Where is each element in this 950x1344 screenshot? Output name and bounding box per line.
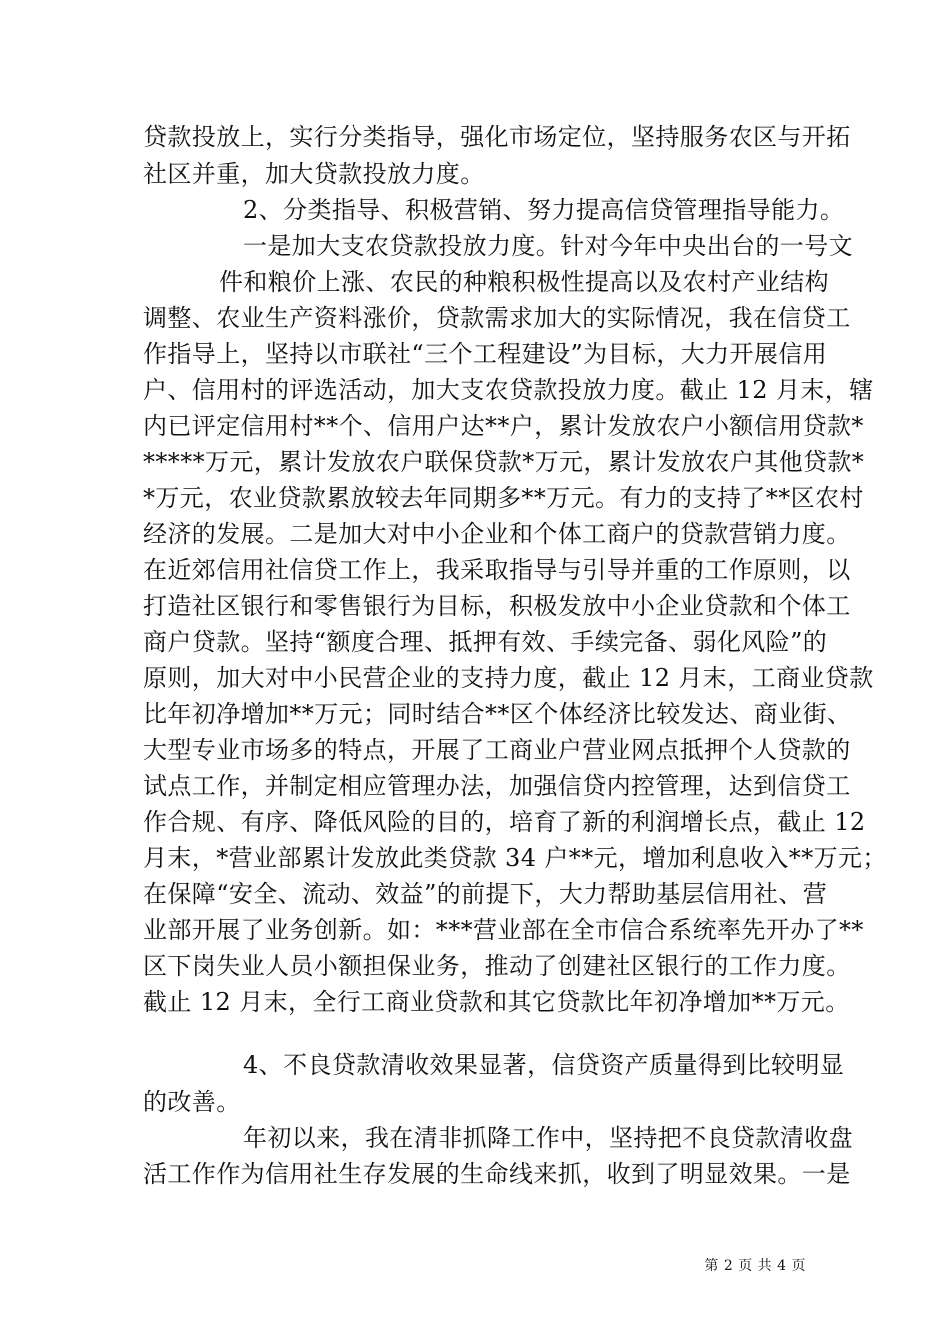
- page-number: 第 2 页 共 4 页: [704, 1258, 806, 1274]
- paragraph-line: 截止 12 月末，全行工商业贷款和其它贷款比年初净增加**万元。: [143, 988, 850, 1016]
- paragraph-line: 内已评定信用村**个、信用户达**户，累计发放农户小额信用贷款*: [143, 412, 864, 440]
- section-heading-4: 4、不良贷款清收效果显著，信贷资产质量得到比较明显: [243, 1051, 845, 1079]
- paragraph-line: 户、信用村的评选活动，加大支农贷款投放力度。截止 12 月末，辖: [143, 376, 874, 404]
- paragraph-line: 件和粮价上涨、农民的种粮积极性提高以及农村产业结构: [219, 268, 829, 296]
- paragraph-line: 在保障“安全、流动、效益”的前提下，大力帮助基层信用社、营: [143, 880, 828, 908]
- paragraph-line: 社区并重，加大贷款投放力度。: [143, 160, 485, 188]
- paragraph-line: 在近郊信用社信贷工作上，我采取指导与引导并重的工作原则，以: [143, 556, 851, 584]
- paragraph-line: 年初以来，我在清非抓降工作中，坚持把不良贷款清收盘: [243, 1124, 853, 1152]
- paragraph-line: 比年初净增加**万元；同时结合**区个体经济比较发达、商业街、: [143, 700, 852, 728]
- paragraph-line: 业部开展了业务创新。如：***营业部在全市信合系统率先开办了**: [143, 916, 864, 944]
- paragraph-line: 一是加大支农贷款投放力度。针对今年中央出台的一号文: [243, 232, 853, 260]
- paragraph-line: 作合规、有序、降低风险的目的，培育了新的利润增长点，截止 12: [143, 808, 866, 836]
- paragraph-line: 作指导上，坚持以市联社“三个工程建设”为目标，大力开展信用: [143, 340, 828, 368]
- paragraph-line: 大型专业市场多的特点，开展了工商业户营业网点抵押个人贷款的: [143, 736, 851, 764]
- paragraph-line: *万元，农业贷款累放较去年同期多**万元。有力的支持了**区农村: [143, 484, 864, 512]
- paragraph-line: 的改善。: [143, 1088, 241, 1116]
- paragraph-line: 原则，加大对中小民营企业的支持力度，截止 12 月末，工商业贷款: [143, 664, 874, 692]
- paragraph-line: 月末，*营业部累计发放此类贷款 34 户**元，增加利息收入**万元；: [143, 844, 887, 872]
- paragraph-line: 区下岗失业人员小额担保业务，推动了创建社区银行的工作力度。: [143, 952, 851, 980]
- paragraph-line: 活工作作为信用社生存发展的生命线来抓，收到了明显效果。一是: [143, 1160, 851, 1188]
- section-heading-2: 2、分类指导、积极营销、努力提高信贷管理指导能力。: [243, 196, 845, 224]
- paragraph-line: 调整、农业生产资料涨价，贷款需求加大的实际情况，我在信贷工: [143, 304, 851, 332]
- paragraph-line: 商户贷款。坚持“额度合理、抵押有效、手续完备、弱化风险”的: [143, 628, 828, 656]
- paragraph-line: 经济的发展。二是加大对中小企业和个体工商户的贷款营销力度。: [143, 520, 851, 548]
- paragraph-line: *****万元，累计发放农户联保贷款*万元，累计发放农户其他贷款*: [143, 448, 865, 476]
- paragraph-line: 试点工作，并制定相应管理办法，加强信贷内控管理，达到信贷工: [143, 772, 851, 800]
- paragraph-line: 打造社区银行和零售银行为目标，积极发放中小企业贷款和个体工: [143, 592, 851, 620]
- paragraph-line: 贷款投放上，实行分类指导，强化市场定位，坚持服务农区与开拓: [143, 123, 851, 151]
